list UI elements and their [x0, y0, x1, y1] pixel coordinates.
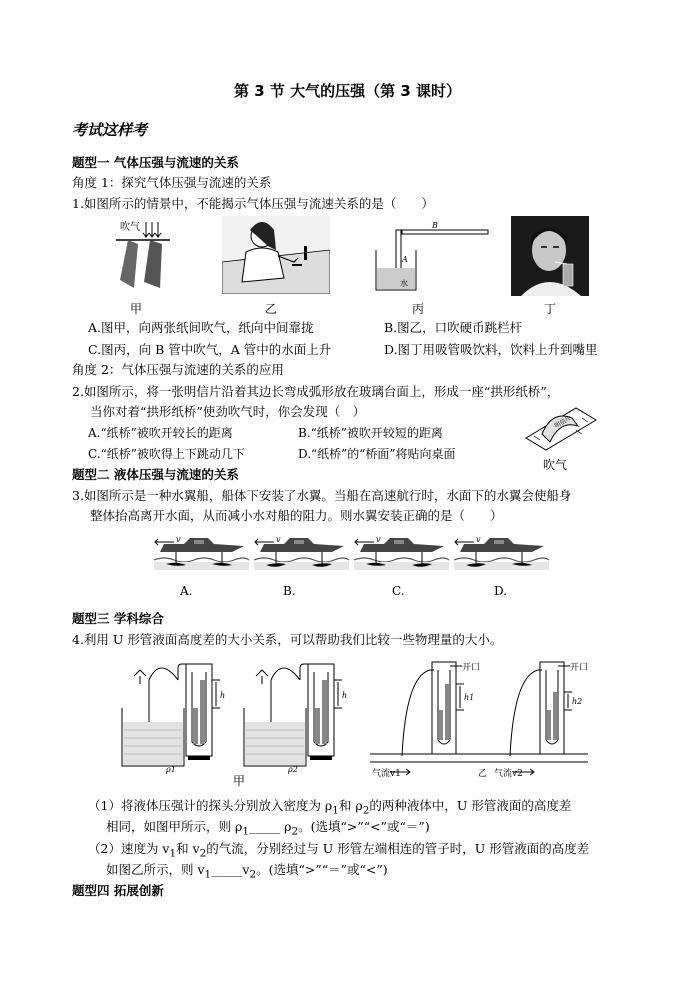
- q2-fig-label: 吹气: [543, 458, 568, 472]
- q2-option-b: B.“纸桥”被吹开较短的距离: [298, 426, 443, 440]
- q3-stem-line1: 3.如图所示是一种水翼船，船体下安装了水翼。当船在高速航行时，水面下的水翼会使船身: [72, 488, 572, 503]
- fig-b-text: B: [432, 221, 438, 230]
- q1-caption-yi: 乙: [265, 302, 278, 316]
- q3-caption-d: D.: [494, 584, 508, 598]
- section-heading: 考试这样考: [72, 121, 148, 139]
- q4-rho2-label: ρ2: [288, 765, 298, 774]
- q4-figure-jia: [116, 660, 356, 778]
- q4-fig-yi-caption: 乙: [478, 769, 488, 778]
- type3-label: 题型三 学科综合: [72, 611, 164, 626]
- q1-fig-jia: [108, 218, 178, 296]
- q2-stem-line1: 2.如图所示，将一张明信片沿着其边长弯成弧形放在玻璃台面上，形成一座“拱形纸桥”，: [72, 384, 560, 399]
- q2-option-d: D.“纸桥”的“桥面”将贴向桌面: [298, 447, 456, 461]
- q4-jia-h: h: [220, 691, 226, 700]
- type1-label: 题型一 气体压强与流速的关系: [72, 155, 239, 170]
- type2-label: 题型二 液体压强与流速的关系: [72, 467, 239, 482]
- q4-h1-label: h1: [464, 693, 475, 702]
- q4-part2-line1: （2）速度为 $v_1$和 $v_2$的气流，分别经过与 U 形管左端相连的管子时，U 形管液面的高度差: [88, 841, 590, 860]
- q1-stem: 1.如图所示的情景中，不能揭示气体压强与流速关系的是（ ）: [72, 196, 434, 211]
- q1-caption-bing: 丙: [412, 302, 425, 316]
- q2-stem-line2: 当你对着“拱形纸桥”使劲吹气时，你会发现（ ）: [90, 404, 366, 419]
- q4-airflow1-label: 气流v1: [372, 769, 401, 778]
- q1-fig-yi: [222, 216, 330, 294]
- q1-option-b: B.图乙，口吹硬币跳栏杆: [384, 320, 523, 335]
- q4-part1-line2: 相同，如图甲所示，则 $\rho_1\_\_\_\_\_$ $\rho_2$。(选填“>”“<”或“＝”): [106, 819, 430, 838]
- q1-caption-jia: 甲: [130, 302, 143, 316]
- q3-caption-c: C.: [392, 584, 405, 598]
- angle1-label: 角度 1：探究气体压强与流速的关系: [72, 175, 272, 190]
- q3-v-label-a: v: [176, 535, 181, 544]
- type4-label: 题型四 拓展创新: [72, 883, 164, 898]
- q4-fig-jia-caption: 甲: [233, 774, 246, 788]
- q3-hydrofoil-figure: [150, 534, 550, 582]
- q3-v-label-d: v: [476, 535, 481, 544]
- q3-v-label-b: v: [276, 535, 281, 544]
- q1-caption-ding: 丁: [544, 302, 557, 316]
- fig-blow-text: 吹气: [120, 222, 140, 233]
- q4-part2-line2: 如图乙所示，则 $v_1\_\_\_\_\_v_2$。(选填“>”“＝”或“<”): [106, 862, 388, 881]
- q2-paper-bridge-figure: [520, 404, 600, 454]
- q3-v-label-c: v: [376, 535, 381, 544]
- q3-caption-b: B.: [283, 584, 296, 598]
- page-title: 第 3 节 大气的压强（第 3 课时）: [234, 82, 461, 100]
- q4-part1-line1: （1）将液体压强计的探头分别放入密度为 $\rho_1$和 $\rho_2$的两种液体中，U 形管液面的高度差: [88, 798, 572, 817]
- q1-fig-ding: [511, 216, 589, 296]
- q1-option-d: D.图丁用吸管吸饮料，饮料上升到嘴里: [384, 342, 598, 357]
- fig-card-text: 明信片: [553, 414, 573, 430]
- fig-a-text: A: [402, 255, 408, 264]
- q4-figure-yi: [370, 656, 610, 778]
- q1-fig-bing: [372, 218, 490, 294]
- angle2-label: 角度 2：气体压强与流速的关系的应用: [72, 362, 284, 377]
- q3-caption-a: A.: [180, 584, 193, 598]
- q1-option-a: A.图甲，向两张纸间吹气，纸向中间靠拢: [88, 320, 314, 335]
- q2-option-a: A.“纸桥”被吹开较长的距离: [88, 426, 233, 440]
- q4-stem: 4.利用 U 形管液面高度差的大小关系，可以帮助我们比较一些物理量的大小。: [72, 632, 503, 647]
- q3-stem-line2: 整体抬高离开水面，从而减小水对船的阻力。则水翼安装正确的是（ ）: [90, 508, 503, 523]
- q4-rho1-label: ρ1: [166, 765, 176, 774]
- q4-airflow2-label: 气流v2: [494, 769, 523, 778]
- q4-kaikou-1: 开口: [462, 663, 481, 673]
- q2-option-c: C.“纸桥”被吹得上下跳动几下: [88, 447, 245, 461]
- q1-option-c: C.图丙，向 B 管中吹气，A 管中的水面上升: [88, 342, 332, 357]
- q4-h2-label: h2: [572, 697, 583, 706]
- q4-jia-h2: h: [342, 691, 348, 700]
- q4-kaikou-2: 开口: [570, 663, 589, 673]
- fig-water-text: 水: [400, 279, 408, 288]
